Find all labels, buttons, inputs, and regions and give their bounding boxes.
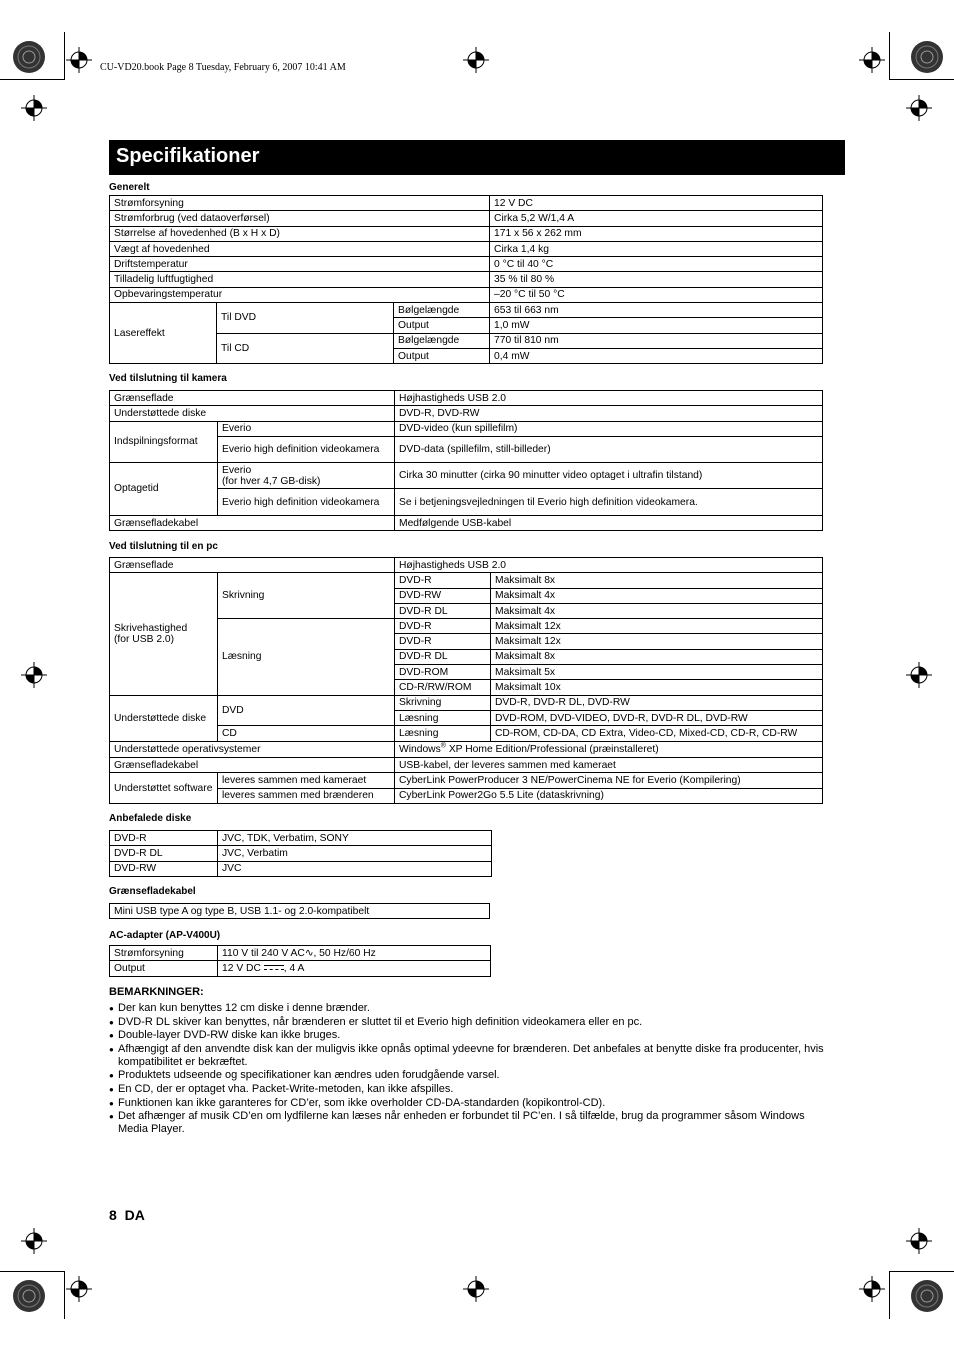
page-title-bar [109, 140, 845, 175]
crop-mark [889, 1271, 890, 1319]
table-row: DVD-RW Maksimalt 4x [110, 588, 823, 603]
section-heading-recommended: Anbefalede diske [109, 813, 192, 824]
crop-mark [0, 1271, 64, 1272]
table-row: Everio high definition videokamera DVD-data (spillefilm, still-billeder) [110, 436, 823, 462]
registration-mark-right-lower [906, 1228, 932, 1259]
crop-mark [64, 32, 65, 80]
list-item: ● Double-layer DVD-RW diske kan ikke bruges. [109, 1029, 829, 1042]
list-item: ● En CD, der er optaget vha. Packet-Write-metoden, kan ikke afspilles. [109, 1083, 829, 1096]
section-heading-general: Generelt [109, 182, 150, 193]
registration-mark-right-middle [906, 662, 932, 693]
table-row: Everio high definition videokamera Se i betjeningsvejledningen til Everio high definition videokamera. [110, 489, 823, 516]
registration-mark-left-upper [21, 95, 47, 126]
general-spec-table [109, 195, 823, 364]
crop-mark [889, 79, 954, 80]
table-row: Vægt af hovedenhed Cirka 1,4 kg [110, 241, 823, 256]
table-row: Grænseflade Højhastigheds USB 2.0 [110, 391, 823, 406]
section-heading-camera: Ved tilslutning til kamera [109, 373, 227, 384]
table-row: Strømforsyning 12 V DC [110, 196, 823, 211]
list-item: ● Funktionen kan ikke garanteres for CD’er, som ikke overholder CD-DA-standarden (kopikontrol-CD). [109, 1097, 829, 1110]
registration-mark-left-lower [21, 1228, 47, 1259]
section-heading-pc: Ved tilslutning til en pc [109, 541, 218, 552]
table-row: Opbevaringstemperatur –20 °C til 50 °C [110, 287, 823, 302]
table-row: Grænsefladekabel Medfølgende USB-kabel [110, 515, 823, 530]
recommended-discs-table [109, 830, 492, 877]
table-row: DVD-R Maksimalt 12x [110, 634, 823, 649]
table-row: Læsning DVD-R Maksimalt 12x [110, 619, 823, 634]
table-row: Understøttede operativsystemer Windows® XP Home Edition/Professional (præinstalleret) [110, 741, 823, 758]
registration-mark-top-right [859, 47, 885, 78]
table-row: Output 12 V DC , 4 A [110, 961, 491, 976]
table-row: Mini USB type A og type B, USB 1.1- og 2.0-kompatibelt [110, 904, 490, 919]
table-row: Understøttede diske DVD Skrivning DVD-R, DVD-R DL, DVD-RW [110, 695, 823, 710]
table-row: Indspilningsformat Everio DVD-video (kun spillefilm) [110, 421, 823, 436]
list-item: ● Produktets udseende og specifikationer kan ændres uden forudgående varsel. [109, 1069, 829, 1082]
section-heading-adapter: AC-adapter (AP-V400U) [109, 930, 221, 941]
corner-rosette-top-right [910, 40, 944, 79]
table-row: DVD-R DL Maksimalt 4x [110, 603, 823, 618]
registration-mark-top-center [463, 47, 489, 78]
list-item: ● DVD-R DL skiver kan benyttes, når brænderen er sluttet til et Everio high definition videokamera eller en pc. [109, 1016, 829, 1029]
corner-rosette-top-left [12, 40, 46, 79]
registration-mark-left-middle [21, 662, 47, 693]
registration-mark-right-upper [906, 95, 932, 126]
table-row: DVD-R JVC, TDK, Verbatim, SONY [110, 831, 492, 846]
registration-mark-top-left [66, 47, 92, 78]
print-header-line: CU-VD20.book Page 8 Tuesday, February 6, 2007 10:41 AM [100, 62, 346, 73]
crop-mark [64, 1271, 65, 1319]
table-row: DVD-R DL Maksimalt 8x [110, 649, 823, 664]
crop-mark [889, 1271, 954, 1272]
table-row: Til CD Bølgelængde 770 til 810 nm [110, 333, 823, 348]
table-row: Output 0,4 mW [110, 348, 823, 363]
table-row: CD-R/RW/ROM Maksimalt 10x [110, 680, 823, 695]
table-row: Læsning DVD-ROM, DVD-VIDEO, DVD-R, DVD-R DL, DVD-RW [110, 710, 823, 725]
corner-rosette-bottom-left [12, 1279, 46, 1318]
table-row: Skrivehastighed (for USB 2.0) Skrivning DVD-R Maksimalt 8x [110, 573, 823, 588]
corner-rosette-bottom-right [910, 1279, 944, 1318]
table-row: Grænsefladekabel USB-kabel, der leveres sammen med kameraet [110, 758, 823, 773]
section-heading-cable: Grænsefladekabel [109, 886, 196, 897]
cable-table [109, 903, 490, 919]
table-row: DVD-RW JVC [110, 861, 492, 876]
table-row: Strømforbrug (ved dataoverførsel) Cirka 5,2 W/1,4 A [110, 211, 823, 226]
camera-spec-table [109, 390, 823, 531]
registration-mark-bottom-center [463, 1276, 489, 1307]
pc-spec-table [109, 557, 823, 804]
crop-mark [889, 32, 890, 80]
table-row: Lasereffekt Til DVD Bølgelængde 653 til 663 nm [110, 303, 823, 318]
page-number: 8 DA [109, 1207, 145, 1223]
registration-mark-bottom-left [66, 1276, 92, 1307]
table-row: CD Læsning CD-ROM, CD-DA, CD Extra, Video-CD, Mixed-CD, CD-R, CD-RW [110, 726, 823, 741]
adapter-table [109, 945, 491, 977]
list-item: ● Afhængigt af den anvendte disk kan der muligvis ikke opnås optimal ydeevne for brænderen. Det anbefales at benytte diske fra producenter, hvis kompatibilitet er bekræftet. [109, 1043, 829, 1069]
table-row: Grænseflade Højhastigheds USB 2.0 [110, 558, 823, 573]
dc-symbol-icon [264, 964, 284, 972]
page-title: Specifikationer [116, 145, 260, 167]
notes-heading: BEMARKNINGER: [109, 986, 204, 998]
registration-mark-bottom-right [859, 1276, 885, 1307]
table-row: Tilladelig luftfugtighed 35 % til 80 % [110, 272, 823, 287]
list-item: ● Der kan kun benyttes 12 cm diske i denne brænder. [109, 1002, 829, 1015]
table-row: DVD-R DL JVC, Verbatim [110, 846, 492, 861]
table-row: Output 1,0 mW [110, 318, 823, 333]
list-item: ● Det afhænger af musik CD’en om lydfilerne kan læses når enheden er forbundet til PC’en. I så tilfælde, brug da programmer såsom Windows Media Player. [109, 1110, 829, 1136]
crop-mark [0, 79, 64, 80]
table-row: Størrelse af hovedenhed (B x H x D) 171 x 56 x 262 mm [110, 226, 823, 241]
notes-list [109, 1002, 829, 1137]
table-row: Driftstemperatur 0 °C til 40 °C [110, 257, 823, 272]
ac-symbol-icon: ∿ [304, 947, 314, 959]
table-row: Understøttede diske DVD-R, DVD-RW [110, 406, 823, 421]
table-row: leveres sammen med brænderen CyberLink Power2Go 5.5 Lite (dataskrivning) [110, 788, 823, 803]
table-row: Optagetid Everio (for hver 4,7 GB-disk) Cirka 30 minutter (cirka 90 minutter video optaget i ultrafin tilstand) [110, 462, 823, 489]
table-row: DVD-ROM Maksimalt 5x [110, 665, 823, 680]
table-row: Understøttet software leveres sammen med kameraet CyberLink PowerProducer 3 NE/PowerCinema NE for Everio (Kompilering) [110, 773, 823, 788]
table-row: Strømforsyning 110 V til 240 V AC∿, 50 Hz/60 Hz [110, 946, 491, 961]
